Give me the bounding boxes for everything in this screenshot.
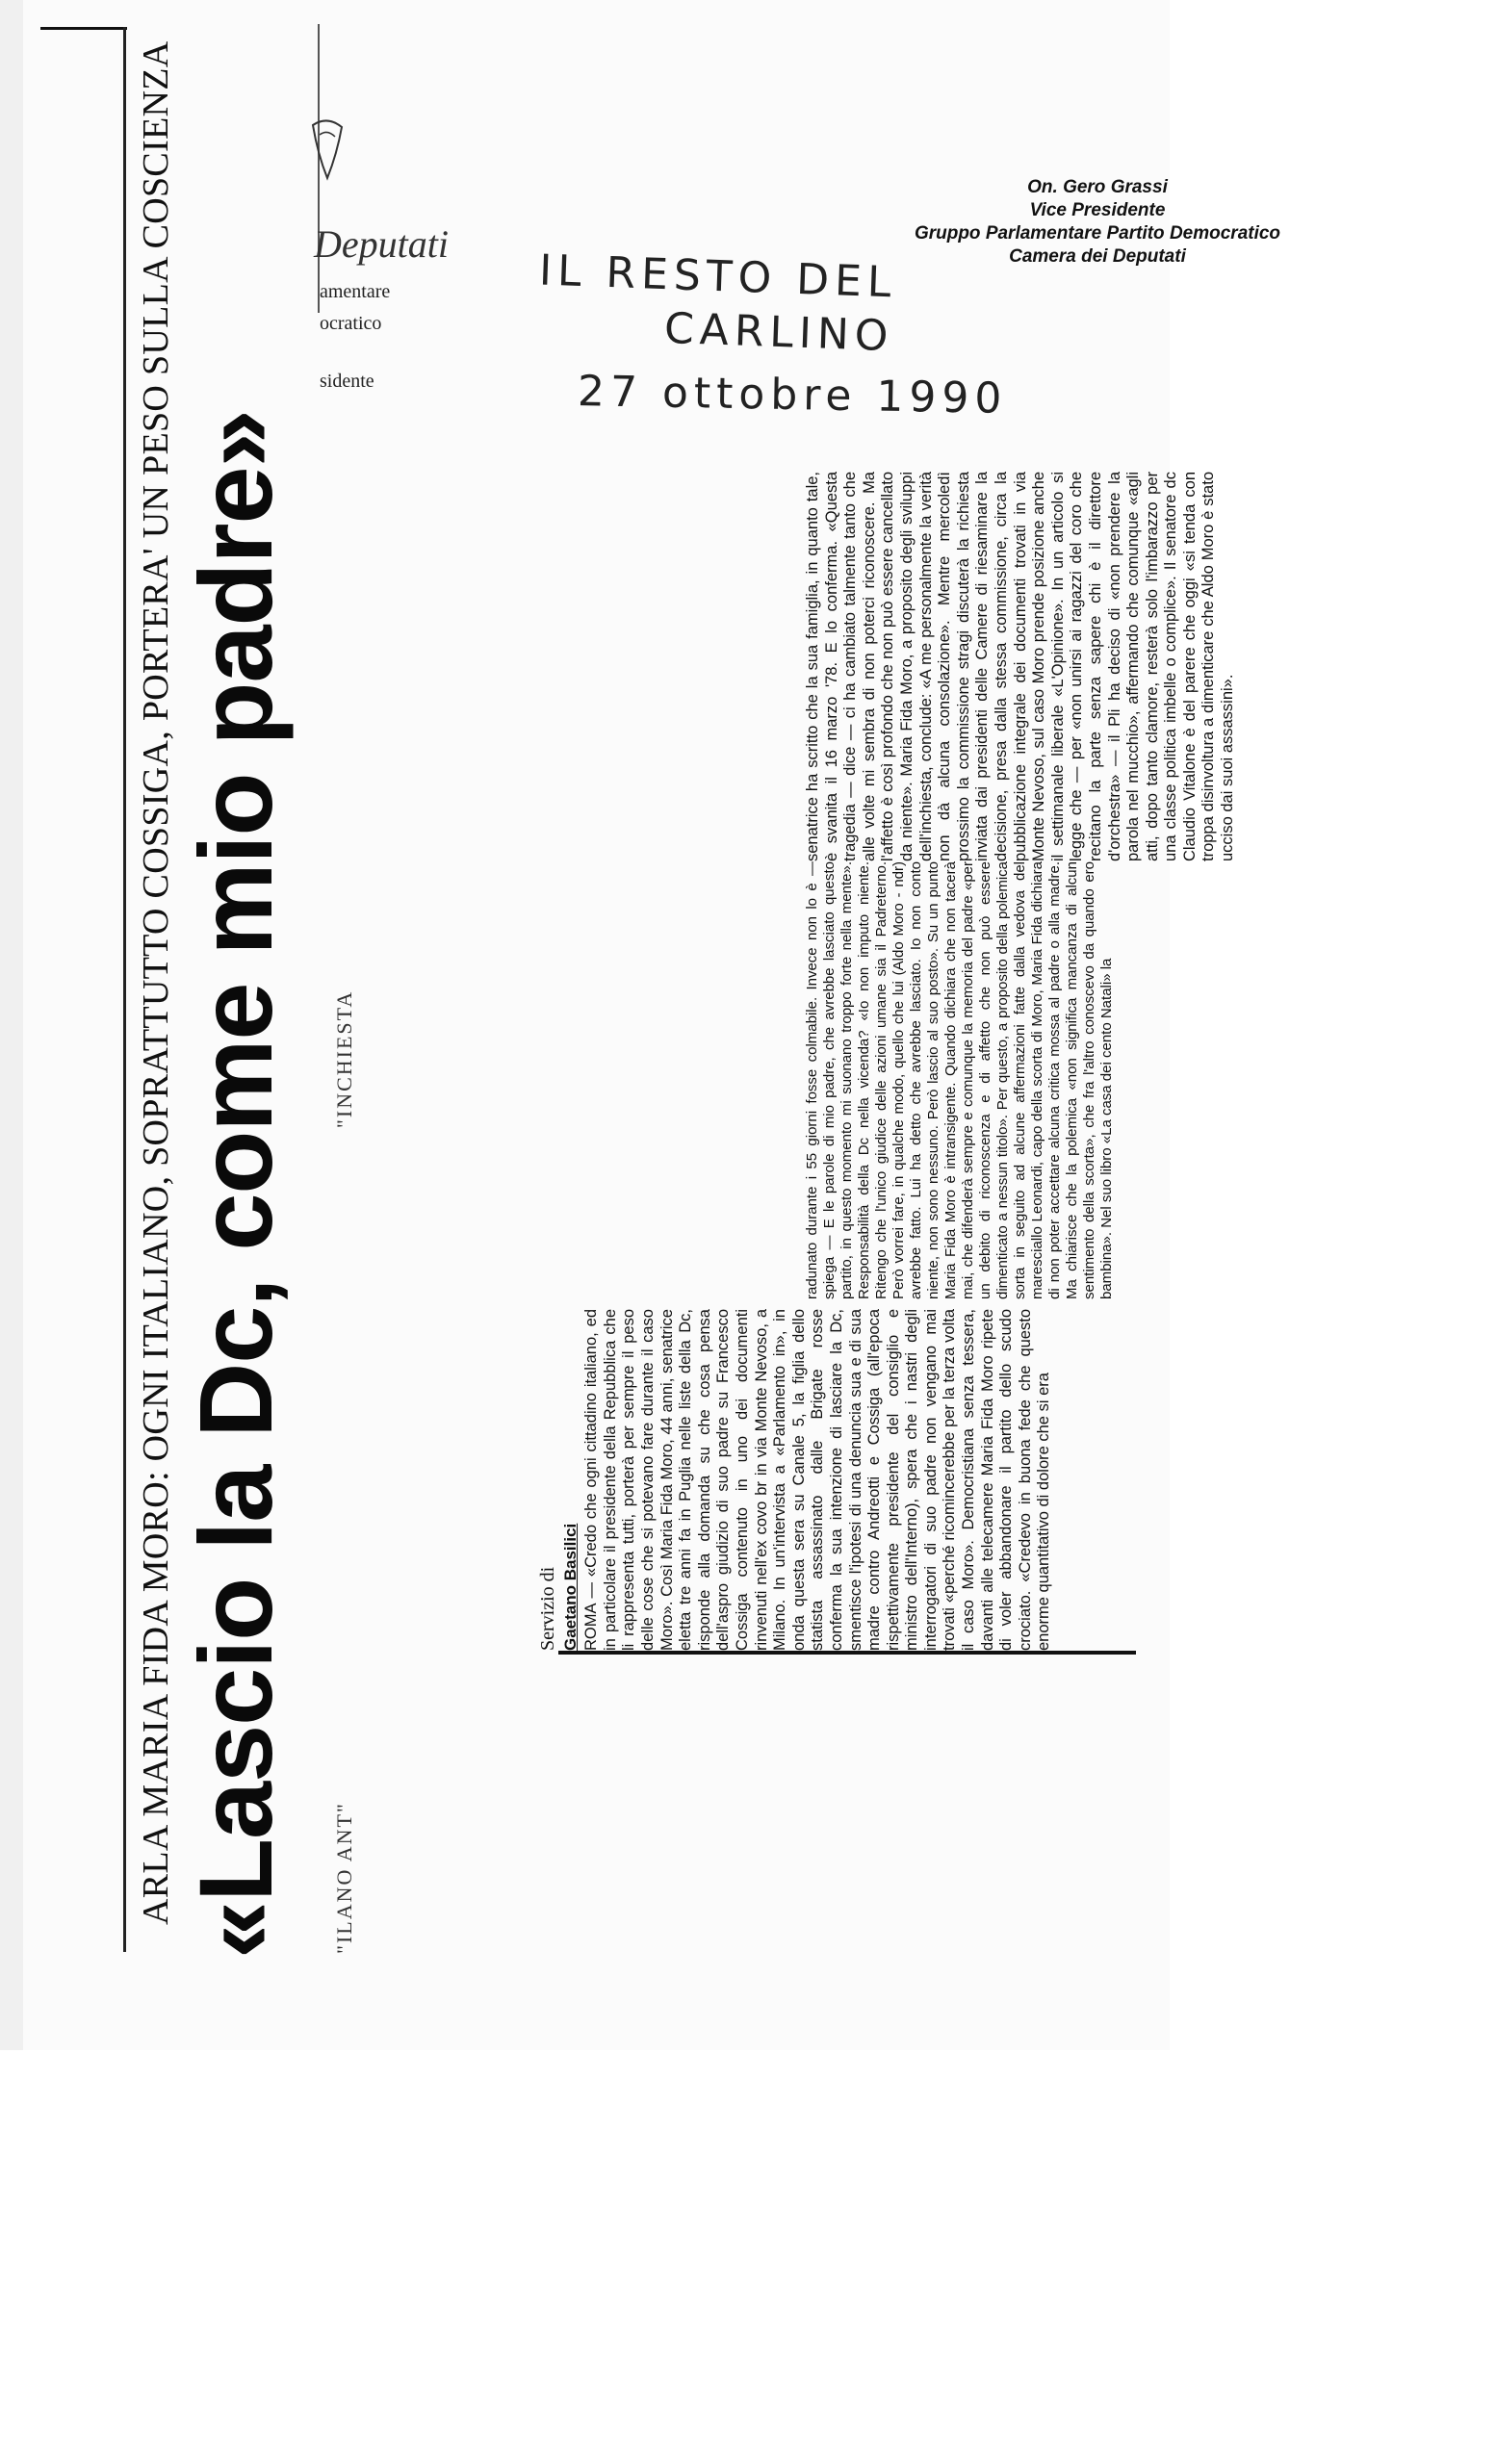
handwritten-source-line-1: IL RESTO DEL xyxy=(538,245,898,308)
bottom-rule xyxy=(558,1651,1136,1655)
stamp-name: On. Gero Grassi xyxy=(1027,177,1168,197)
byline-lead: Servizio di xyxy=(537,1566,558,1651)
article-column-1 xyxy=(537,1309,1053,1651)
article-column-3 xyxy=(804,472,1237,861)
article-column-2 xyxy=(804,861,1115,1299)
stamp-chamber: Camera dei Deputati xyxy=(1009,246,1186,267)
letterhead-line-3: sidente xyxy=(320,371,374,392)
section-label-right: "INCHIESTA xyxy=(332,989,356,1129)
handwritten-date: 27 ottobre 1990 xyxy=(577,367,1008,424)
handwritten-source-line-2: CARLINO xyxy=(663,303,895,362)
letterhead-script: Deputati xyxy=(314,222,449,266)
article-headline: «Lascio la Dc, come mio padre» xyxy=(177,410,294,1959)
article-text-1: ROMA — «Credo che ogni cittadino italiano, ed in particolare il presidente della Repubblica che li rappresenta tutti, porterà per sempre il peso delle cose che si potevano fare durante il caso Moro». Così Maria Fida Moro, 44 anni, senatrice eletta tre anni fa in Puglia nelle liste della Dc, risponde alla domanda su che cosa pensa dell'aspro giudizio di suo padre su Francesco Cossiga contenuto in uno dei documenti rinvenuti nell'ex covo br in via Monte Nevoso, a Milano. In un'intervista a «Parlamento in», in onda questa sera su Canale 5, la figlia dello statista assassinato dalle Brigate rosse conferma la sua intenzione di lasciare la Dc, smentisce l'ipotesi di una denuncia sua e di sua madre contro Andreotti e Cossiga (all'epoca rispettivamente presidente del consiglio e ministro dell'Interno), spera che i nastri degli interrogatori di suo padre non vengano mai trovati «perché ricomincerebbe per la terza volta il caso Moro». Democristiana senza tessera, davanti alle telecamere Maria Fida Moro ripete di voler abbandonare il partito dello scudo crociato. «Credevo in buona fede che questo enorme quantitativo di dolore che si era xyxy=(582,1309,1053,1651)
stamp-group: Gruppo Parlamentare Partito Democratico xyxy=(914,223,1281,244)
letterhead-line-2: ocratico xyxy=(320,313,382,334)
article-kicker: ARLA MARIA FIDA MORO: OGNI ITALIANO, SOPRATTUTTO COSSIGA, PORTERA' UN PESO SULLA COSCIENZA xyxy=(136,40,176,1925)
byline-author: Gaetano Basilici xyxy=(560,1523,580,1651)
article-text-3: senatrice ha scritto che la sua famiglia, in quanto tale, è svanita il 16 marzo '78. E lo conferma. «Questa tragedia — dice — ci ha cambiato talmente tanto che alle volte mi sembra di non poterci riconoscere. Ma l'affetto è così profondo che non può essere cancellato da niente». Maria Fida Moro, a proposito degli sviluppi dell'inchiesta, conclude: «A me personalmente la verità non dà alcuna consolazione». Mentre mercoledì prossimo la commissione stragi discuterà la richiesta inviata dai presidenti delle Camere di riesaminare la decisione, presa dalla stessa commissione, circa la pubblicazione integrale dei documenti trovati in via Monte Nevoso, sul caso Moro prende posizione anche il settimanale liberale «L'Opinione». In un articolo si legge che — per «non unirsi ai ragazzi del coro che recitano la parte senza sapere chi è il direttore d'orchestra» — il Pli ha deciso di «non prendere la parola nel mucchio», affermando che comunque «agli atti, dopo tanto clamore, resterà solo l'imbarazzo per una classe politica imbelle o complice». Il senatore dc Claudio Vitalone è del parere che oggi «si tenda con troppa disinvoltura a dimenticare che Aldo Moro è stato ucciso dai suoi assassini». xyxy=(804,472,1237,861)
section-label-left: "ILANO ANT" xyxy=(332,1802,356,1954)
article-text-2: radunato durante i 55 giorni fosse colmabile. Invece non lo è — spiega — E le parole di mio padre, che avrebbe lasciato questo partito, in questo momento mi suonano troppo forte nella mente». Responsabilità della Dc nella vicenda? «Io non imputo niente. Ritengo che l'unico giudice delle azioni umane sia il Padreterno. Però vorrei fare, in qualche modo, quello che lui (Aldo Moro - ndr) avrebbe fatto. Lui ha detto che avrebbe lasciato. Io non conto niente, non sono nessuno. Però lascio al suo posto». Su un punto Maria Fida Moro è intransigente. Quando dichiara che non tacerà mai, che difenderà sempre e comunque la memoria del padre «per un debito di riconoscenza e di affetto che non può essere dimenticato a nessun titolo». Per questo, a proposito della polemica sorta in seguito ad alcune affermazioni fatte dalla vedova del maresciallo Leonardi, capo della scorta di Moro, Maria Fida dichiara di non poter accettare alcuna critica mossa al padre o alla madre. Ma chiarisce che la polemica «non significa mancanza di alcun sentimento della scorta», che fra l'altro conoscevo da quando ero bambina». Nel suo libro «La casa dei cento Natali» la xyxy=(804,861,1115,1299)
letterhead-line-1: amentare xyxy=(320,281,391,302)
stamp-role: Vice Presidente xyxy=(1029,200,1166,220)
deputy-stamp xyxy=(905,176,1290,269)
